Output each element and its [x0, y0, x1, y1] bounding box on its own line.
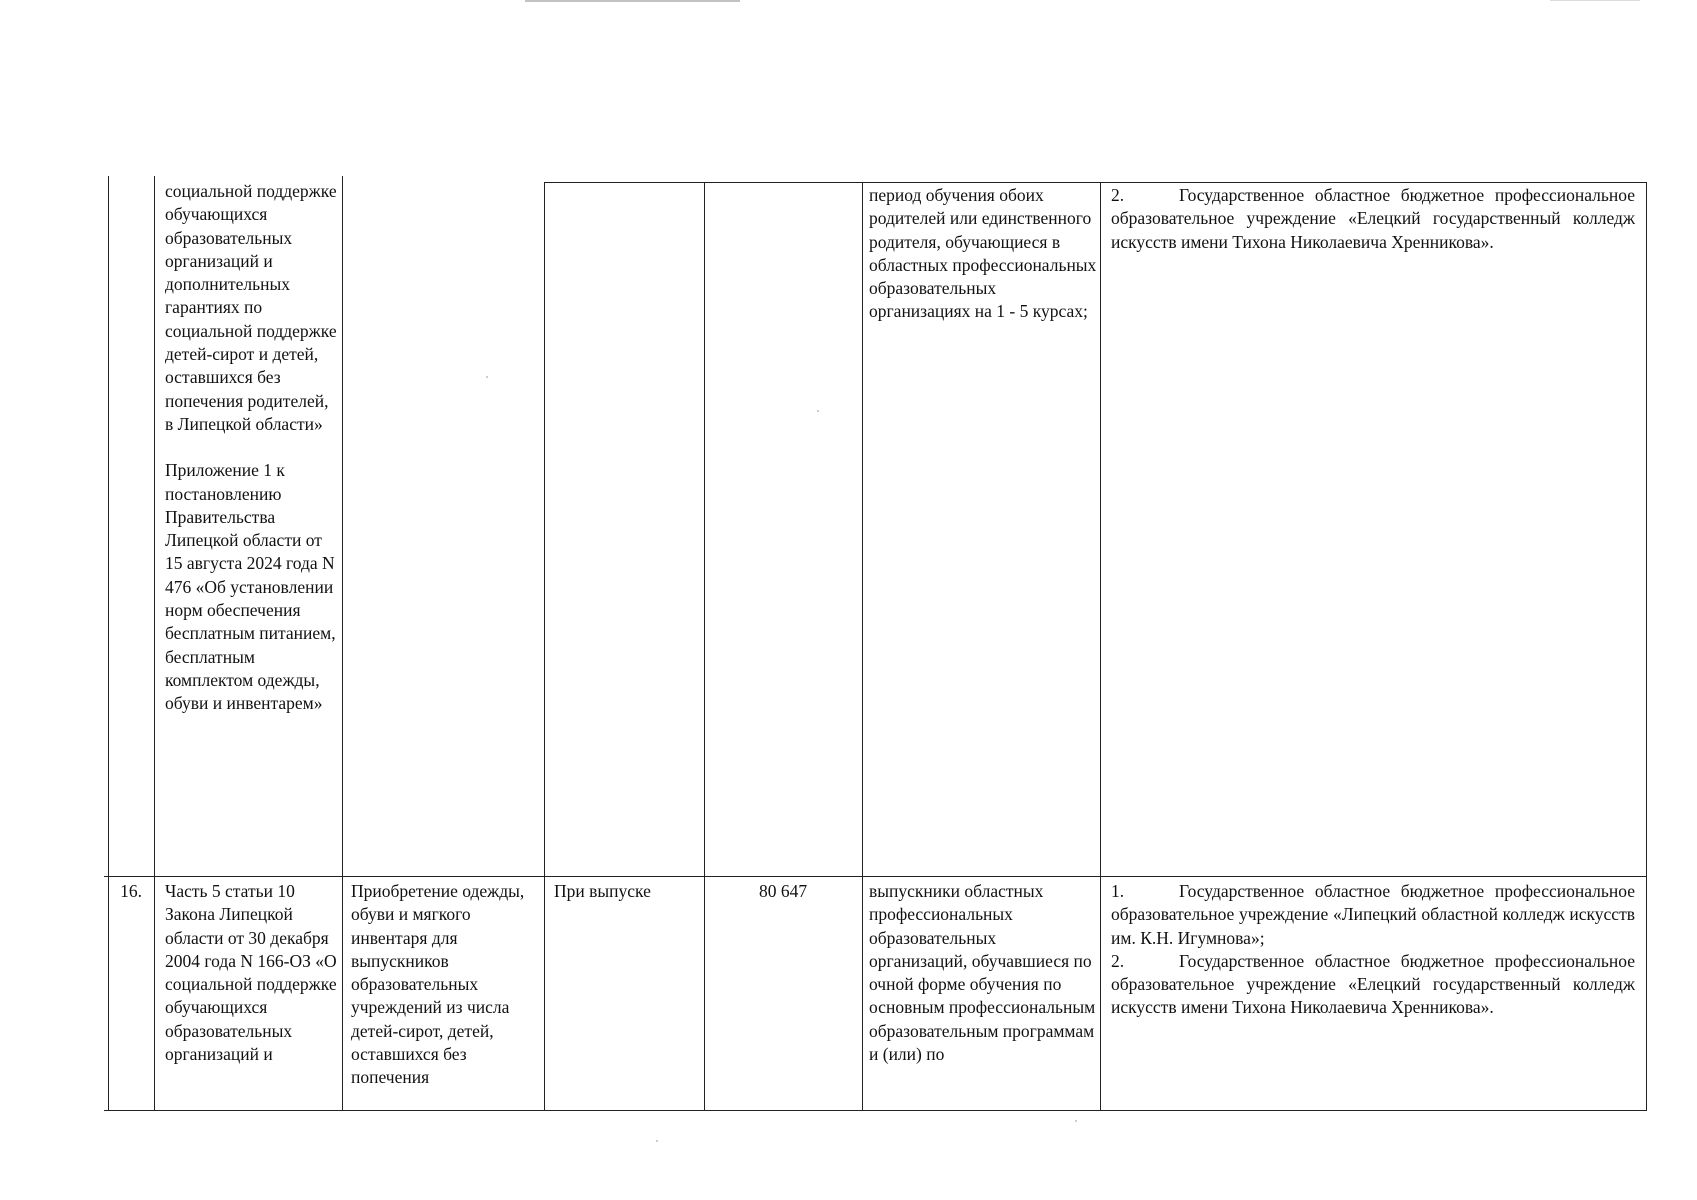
recipients — [869, 880, 1097, 1066]
frequency — [554, 880, 702, 903]
recipients-text: выпускники областных профессиональных образовательных организаций, обучавшиеся по очной форме обучения по основным профессиональным образовательным программам и (или) по — [869, 881, 1096, 1065]
row-number-text: 16. — [120, 881, 142, 901]
institution-item-1 — [1111, 880, 1635, 950]
institution-number: 2. — [1111, 950, 1125, 971]
recipients-text: период обучения обоих родителей или единственного родителя, обучающиеся в областных профессиональных образовательных организациях на 1 - 5 курсах; — [869, 185, 1097, 322]
institution-list-top — [1111, 184, 1635, 254]
purpose-text: Приобретение одежды, обуви и мягкого инвентаря для выпускников образовательных учреждений из числа детей-сирот, детей, оставшихся без попечения — [351, 881, 525, 1088]
row-number — [108, 880, 154, 903]
col-divider-6 — [1100, 182, 1101, 1111]
col-divider-5 — [862, 182, 863, 1111]
row-divider — [104, 876, 1647, 877]
scan-speck — [1075, 1120, 1077, 1122]
institution-name: Государственное областное бюджетное профессиональное образовательное учреждение «Липецкий областной колледж искусств им. К.Н. Игумнова»; — [1111, 881, 1635, 948]
institution-list — [1111, 880, 1635, 1020]
institution-name: Государственное областное бюджетное профессиональное образовательное учреждение «Елецкий государственный колледж искусств имени Тихона Николаевича Хренникова». — [1111, 185, 1635, 252]
scan-artifact-top — [525, 0, 740, 2]
law-reference — [165, 880, 340, 1066]
institution-number: 1. — [1111, 881, 1125, 901]
institution-number: 2. — [1111, 185, 1125, 205]
purpose — [351, 880, 541, 1090]
institution-name: Государственное областное бюджетное профессиональное образовательное учреждение «Елецкий государственный колледж искусств имени Тихона Николаевича Хренникова». — [1111, 950, 1635, 1018]
col-divider-2 — [342, 176, 343, 1111]
institution-item-2 — [1111, 950, 1635, 1020]
col-divider-1 — [154, 176, 155, 1111]
amount-text: 80 647 — [758, 881, 808, 901]
scan-speck — [486, 376, 488, 378]
law-text: Часть 5 статьи 10 Закона Липецкой области от 30 декабря 2004 года N 166-ОЗ «О социальной поддержке обучающихся образовательных организаций и — [165, 881, 337, 1065]
col-divider-4 — [704, 182, 705, 1111]
scan-speck — [656, 1140, 658, 1142]
table-left-border — [108, 176, 109, 1111]
scan-speck — [817, 410, 819, 412]
table-right-border — [1646, 182, 1647, 1111]
law-text-2: Приложение 1 к постановлению Правительства Липецкой области от 15 августа 2024 года N 476 «Об установлении норм обеспечения бесплатным питанием, бесплатным комплектом одежды, обуви и инвентарем» — [165, 460, 336, 714]
recipients-continued — [869, 184, 1097, 324]
law-reference-continued — [165, 180, 340, 716]
law-text-1: социальной поддержке обучающихся образовательных организаций и дополнительных гарантиях по социальной поддержке детей-сирот и детей, оставшихся без попечения родителей, в Липецкой области» — [165, 181, 337, 434]
frequency-text: При выпуске — [554, 881, 651, 901]
amount — [704, 880, 862, 903]
scan-artifact-corner — [1550, 0, 1640, 1]
col-divider-3 — [544, 182, 545, 1111]
institution-item-2-top — [1111, 184, 1635, 254]
table-bottom-border — [104, 1110, 1647, 1111]
